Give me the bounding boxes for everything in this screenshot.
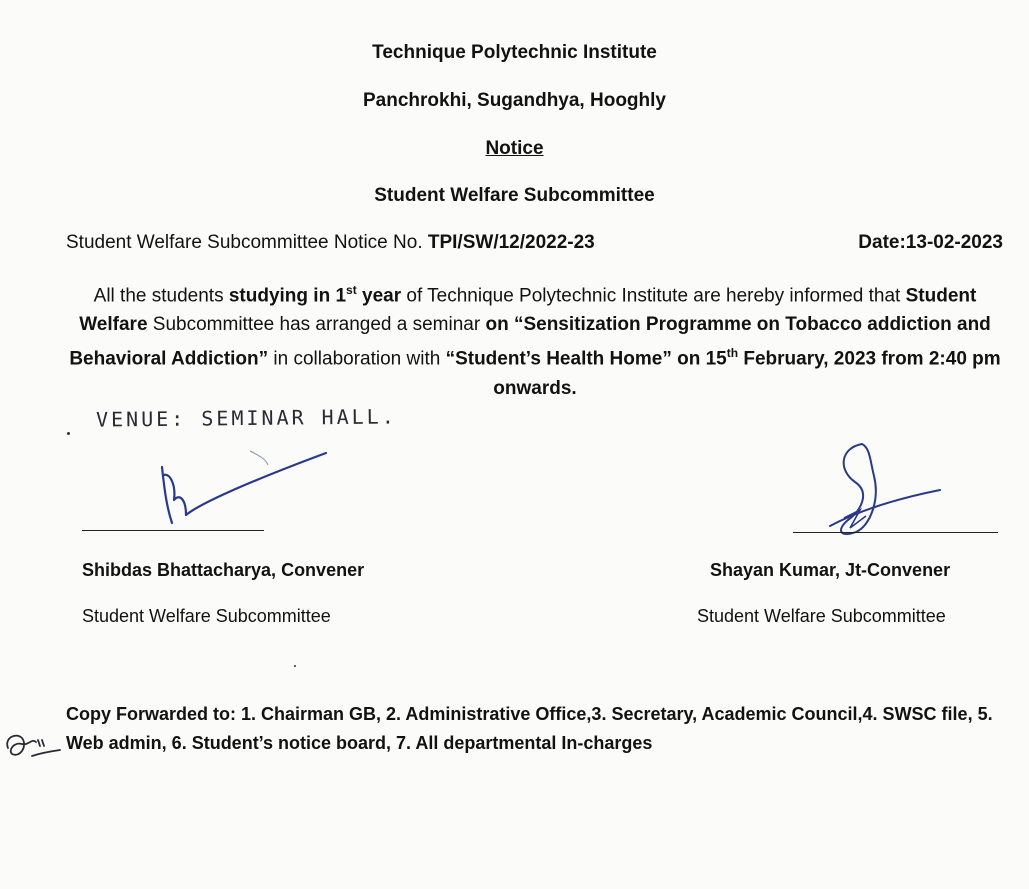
body-text-7: on “Sensitization Programme on Tobacco addiction and Behavioral Addiction” (69, 314, 991, 370)
notice-number (66, 232, 595, 254)
body-text-8: in collaboration with (268, 348, 446, 370)
signatory-left-org: Student Welfare Subcommittee (82, 606, 331, 626)
notice-number-label: Student Welfare Subcommittee Notice No. (66, 232, 423, 253)
copy-forwarded-list: Copy Forwarded to: 1. Chairman GB, 2. Administrative Office,3. Secretary, Academic Council,4. SWSC file, 5. Web admin, 6. Student’s notice board, 7. All departmental In-charges (66, 704, 993, 753)
signatory-right-org: Student Welfare Subcommittee (697, 606, 946, 626)
body-text-4: of Technique Polytechnic Institute are hereby informed that (401, 285, 906, 307)
institute-address: Panchrokhi, Sugandhya, Hooghly (363, 90, 666, 111)
notice-date: Date:13-02-2023 (858, 232, 1003, 253)
signature-line-right (793, 532, 998, 533)
institute-name: Technique Polytechnic Institute (372, 42, 657, 63)
body-text-10: February, 2023 from 2:40 pm onwards. (493, 348, 1001, 399)
notice-number-value: TPI/SW/12/2022-23 (427, 232, 595, 253)
signatory-right-name: Shayan Kumar, Jt-Convener (710, 560, 951, 580)
committee-name: Student Welfare Subcommittee (374, 185, 655, 206)
body-text-9: “Student’s Health Home” on 15 (445, 348, 727, 370)
venue-handwritten: VENUE: SEMINAR HALL. (95, 404, 397, 432)
body-text-1: All the students (93, 285, 229, 307)
body-sup-1: st (346, 283, 357, 297)
signature-left-icon (150, 445, 340, 530)
initials-mark-icon (2, 728, 64, 768)
signature-right-icon (800, 440, 960, 540)
body-text-2: studying in 1 (228, 285, 347, 307)
signatory-left-name: Shibdas Bhattacharya, Convener (82, 560, 365, 580)
notice-heading-wrap (0, 138, 1029, 160)
body-text-5: Student Welfare (79, 285, 977, 336)
notice-body (60, 276, 1010, 403)
paper-speck (67, 432, 70, 435)
signature-line-left (82, 530, 264, 531)
body-text-3: year (356, 285, 402, 307)
body-text-6: Subcommittee has arranged a seminar (147, 314, 486, 336)
notice-heading: Notice (485, 138, 544, 159)
body-sup-2: th (726, 346, 739, 361)
paper-speck (294, 665, 296, 667)
